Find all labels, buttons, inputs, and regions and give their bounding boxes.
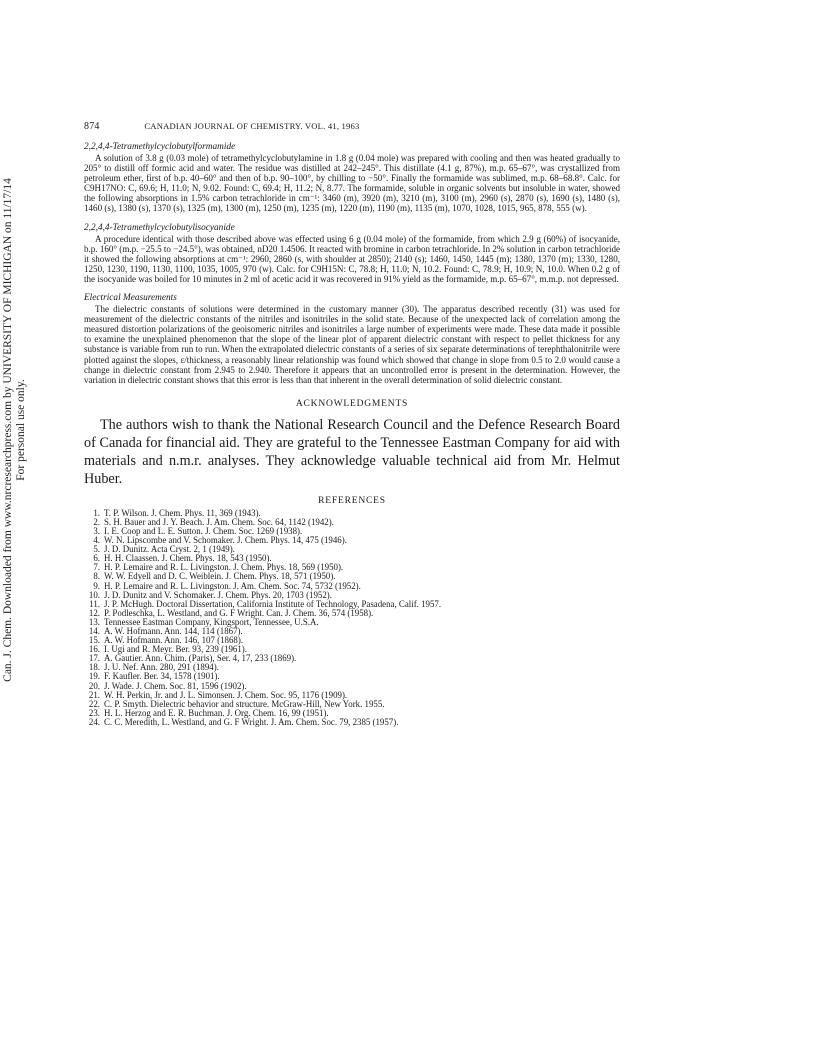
acknowledgments-text: The authors wish to thank the National Research Council and the Defence Research Board of Canada for financial aid. They are grateful to the Tennessee Eastman Company for aid with materials and n.m.r. analyses. They acknowledge valuable technical aid from Mr. Helmut Huber. xyxy=(84,416,620,487)
reference-item: 24. C. C. Meredith, L. Westland, and G. F Wright. J. Am. Chem. Soc. 79, 2385 (1957). xyxy=(88,716,399,727)
reference-item: 22. C. P. Smyth. Dielectric behavior and structure. McGraw-Hill, New York. 1955. xyxy=(88,698,385,709)
section-formamide xyxy=(84,142,620,214)
references-list xyxy=(84,509,620,727)
section-isocyanide xyxy=(84,223,620,284)
reference-item: 5. J. D. Dunitz. Acta Cryst. 2, 1 (1949). xyxy=(93,544,235,555)
reference-item: 4. W. N. Lipscombe and V. Schomaker. J. Chem. Phys. 14, 475 (1946). xyxy=(93,535,347,546)
section-title: 2,2,4,4-Tetramethylcyclobutylformamide xyxy=(84,142,236,152)
reference-item: 1. T. P. Wilson. J. Chem. Phys. 11, 369 (1943). xyxy=(93,507,261,518)
running-head xyxy=(84,120,620,133)
section-paragraph: A procedure identical with those described above was effected using 6 g (0.04 mole) of the formamide, from which 2.9 g (60%) of isocyanide, b.p. 160° (m.p. −25.5 to −24.5°), was obtained, nD20 1.4506. It reacted with bromine in carbon tetrachloride. In 2% solution in carbon tetrachloride it showed the following absorptions at cm⁻¹: 2960, 2860 (s, with shoulder at 2850); 2140 (s); 1460, 1450, 1445 (m); 1380, 1370 (m); 1330, 1280, 1250, 1230, 1190, 1130, 1100, 1035, 1005, 970 (w). Calc. for C9H15N: C, 78.8; H, 11.0; N, 10.2. Found: C, 78.9; H, 10.9; N, 10.0. When 0.2 g of the isocyanide was boiled for 10 minutes in 2 ml of acetic acid it was recovered in 91% yield as the formamide, m.p. 65–67°, m.m.p. not depressed. xyxy=(84,233,620,284)
reference-item: 13. Tennessee Eastman Company, Kingsport, Tennessee, U.S.A. xyxy=(88,616,319,627)
reference-item: 7. H. P. Lemaire and R. L. Livingston. J. Chem. Phys. 18, 569 (1950). xyxy=(93,562,344,573)
reference-item: 15. A. W. Hofmann. Ann. 146, 107 (1868). xyxy=(88,635,244,646)
references-heading: REFERENCES xyxy=(318,495,386,506)
acknowledgments-heading: ACKNOWLEDGMENTS xyxy=(295,398,409,409)
reference-item: 16. I. Ugi and R. Meyr. Ber. 93, 239 (1961). xyxy=(88,644,247,655)
watermark-line-2: For personal use only. xyxy=(15,379,27,481)
reference-item: 2. S. H. Bauer and J. Y. Beach. J. Am. Chem. Soc. 64, 1142 (1942). xyxy=(93,516,334,527)
section-title: Electrical Measurements xyxy=(84,293,177,304)
watermark-line-1: Can. J. Chem. Downloaded from www.nrcresearchpress.com by UNIVERSITY OF MICHIGAN on 11/17/14 xyxy=(2,178,14,682)
download-watermark xyxy=(2,170,50,690)
reference-item: 23. H. L. Herzog and E. R. Buchman. J. Org. Chem. 16, 99 (1951). xyxy=(88,707,329,718)
references-section xyxy=(84,496,620,727)
acknowledgments-section xyxy=(84,399,620,488)
section-paragraph: The dielectric constants of solutions were determined in the customary manner (30). The apparatus described recently (31) was used for measurement of the dielectric constants of the nitriles and isonitriles in the solid state. Because of the unexpected lack of correlation among the measured distortion polarizations of the geoisomeric nitriles and isonitriles a large number of experiments were made. These data made it possible to examine the unexplained phenomenon that the slope of the linear plot of apparent dielectric constant with respect to pellet thickness for any substance is variable from run to run. When the extrapolated dielectric constants of a series of six separate determinations of terephthalonitrile were plotted against the slopes, ε/thickness, a reasonably linear relationship was found which showed that change in slope from 0.5 to 2.0 would cause a change in dielectric constant from 2.945 to 2.940. Therefore it appears that an uncontrolled error is present in the determination. However, the variation in dielectric constant shows that this error is less than that inherent in the overall determination of solid dielectric constant. xyxy=(84,304,620,385)
paper-page xyxy=(84,120,620,727)
reference-item: 21. W. H. Perkin, Jr. and J. L. Simonsen. J. Chem. Soc. 95, 1176 (1909). xyxy=(88,689,348,700)
reference-item: 20. J. Wade. J. Chem. Soc. 81, 1596 (1902). xyxy=(88,680,247,691)
journal-title: CANADIAN JOURNAL OF CHEMISTRY. VOL. 41, 1963 xyxy=(144,121,360,131)
reference-item: 19. F. Kaufler. Ber. 34, 1578 (1901). xyxy=(88,671,220,682)
section-electrical-measurements xyxy=(84,293,620,385)
reference-item: 9. H. P. Lemaire and R. L. Livingston. J. Am. Chem. Soc. 74, 5732 (1952). xyxy=(93,580,361,591)
page-number: 874 xyxy=(84,121,100,132)
reference-item: 8. W. W. Edyell and D. C. Weiblein. J. Chem. Phys. 18, 571 (1950). xyxy=(93,571,336,582)
reference-item: 10. J. D. Dunitz and V. Schomaker. J. Chem. Phys. 20, 1703 (1952). xyxy=(88,589,332,600)
section-title: 2,2,4,4-Tetramethylcyclobutylisocyanide xyxy=(84,222,235,233)
reference-item: 3. I. E. Coop and L. E. Sutton. J. Chem. Soc. 1269 (1938). xyxy=(93,525,303,536)
reference-item: 6. H. H. Claassen. J. Chem. Phys. 18, 543 (1950). xyxy=(93,553,272,564)
section-paragraph: A solution of 3.8 g (0.03 mole) of tetramethylcyclobutylamine in 1.8 g (0.04 mole) was prepared with cooling and then was heated gradually to 205° to distill off formic acid and water. The residue was distilled at 242–245°. This distillate (4.1 g, 87%), m.p. 65–67°, was crystallized from petroleum ether, first of b.p. 40–60° and then of b.p. 90–100°, by chilling to −50°. Finally the formamide was sublimed, m.p. 68–68.8°. Calc. for C9H17NO: C, 69.6; H, 11.0; N, 9.02. Found: C, 69.4; H, 11.2; N, 8.77. The formamide, soluble in organic solvents but insoluble in water, showed the following absorptions in 1.5% carbon tetrachloride in cm⁻¹: 3460 (m), 3920 (m), 3210 (m), 3100 (m), 2960 (s), 2870 (s), 1690 (s), 1480 (s), 1460 (s), 1380 (s), 1370 (s), 1325 (m), 1300 (m), 1250 (m), 1235 (m), 1220 (m), 1190 (m), 1135 (m), 1070, 1028, 1015, 965, 878, 555 (w). xyxy=(84,153,620,214)
reference-item: 17. A. Gautier. Ann. Chim. (Paris), Ser. 4, 17, 233 (1869). xyxy=(88,653,297,664)
reference-item: 12. P. Podleschka, L. Westland, and G. F Wright. Can. J. Chem. 36, 574 (1958). xyxy=(88,607,374,618)
reference-item: 18. J. U. Nef. Ann. 280, 291 (1894). xyxy=(88,662,219,673)
reference-item: 14. A. W. Hofmann. Ann. 144, 114 (1867). xyxy=(88,626,243,636)
reference-item: 11. J. P. McHugh. Doctoral Dissertation, California Institute of Technology, Pasadena, Calif. 1957. xyxy=(89,598,442,609)
